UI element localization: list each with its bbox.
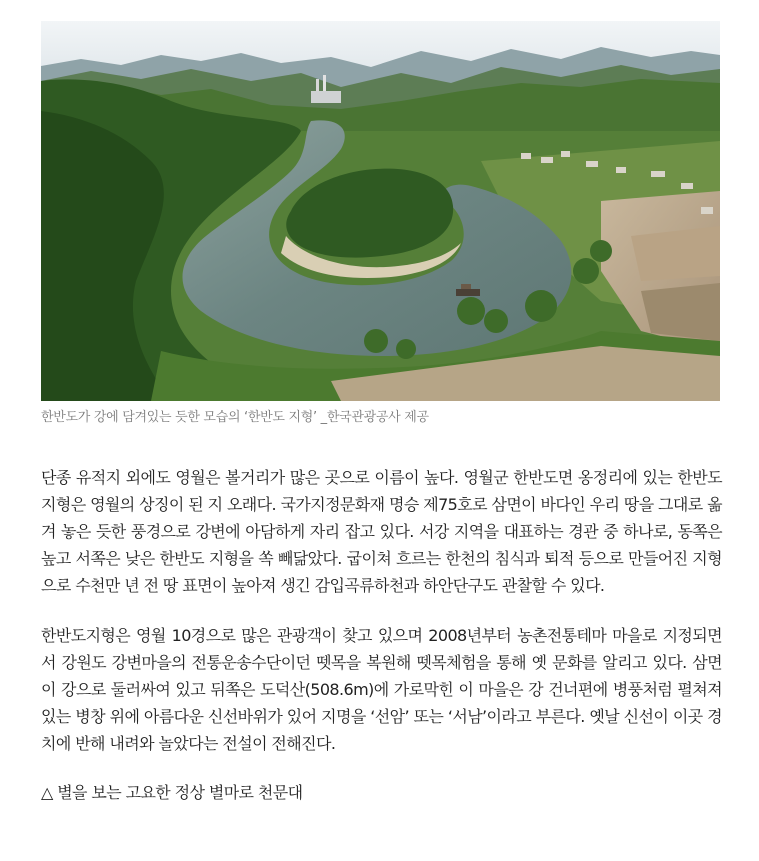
photo-caption: 한반도가 강에 담겨있는 듯한 모습의 ‘한반도 지형’ _한국관광공사 제공 (41, 410, 429, 425)
hanbando-landscape-photo (41, 21, 720, 401)
paragraph-intro: 단종 유적지 외에도 영월은 볼거리가 많은 곳으로 이름이 높다. 영월군 한반도면 옹정리에 있는 한반도 지형은 영월의 상징이 된 지 오래다. 국가지정문화재 명승 제75호로 삼면이 바다인 우리 땅을 그대로 옮겨 놓은 듯한 풍경으로 강변에 아담하게 자리 잡고 있다. 서강 지역을 대표하는 경관 중 하나로, 동쪽은 높고 서쪽은 낮은 한반도 지형을 쏙 빼닮았다. 굽이쳐 흐르는 한천의 침식과 퇴적 등으로 만들어진 지형으로 수천만 년 전 땅 표면이 높아져 생긴 감입곡류하천과 하안단구도 관찰할 수 있다. (41, 468, 722, 595)
paragraph-village: 한반도지형은 영월 10경으로 많은 관광객이 찾고 있으며 2008년부터 농촌전통테마 마을로 지정되면서 강원도 강변마을의 전통운송수단이던 뗏목을 복원해 뗏목체험을 통해 옛 문화를 알리고 있다. 삼면이 강으로 둘러싸여 있고 뒤쪽은 도덕산(508.6m)에 가로막힌 이 마을은 강 건너편에 병풍처럼 펼쳐져 있는 병창 위에 아름다운 신선바위가 있어 지명을 ‘선암’ 또는 ‘서남’이라고 부른다. 옛날 신선이 이곳 경치에 반해 내려와 놀았다는 전설이 전해진다. (41, 626, 722, 753)
landscape-photo-icon (41, 21, 720, 401)
article-body (41, 464, 722, 806)
section-subheading: △ 별을 보는 고요한 정상 별마로 천문대 (41, 783, 303, 802)
